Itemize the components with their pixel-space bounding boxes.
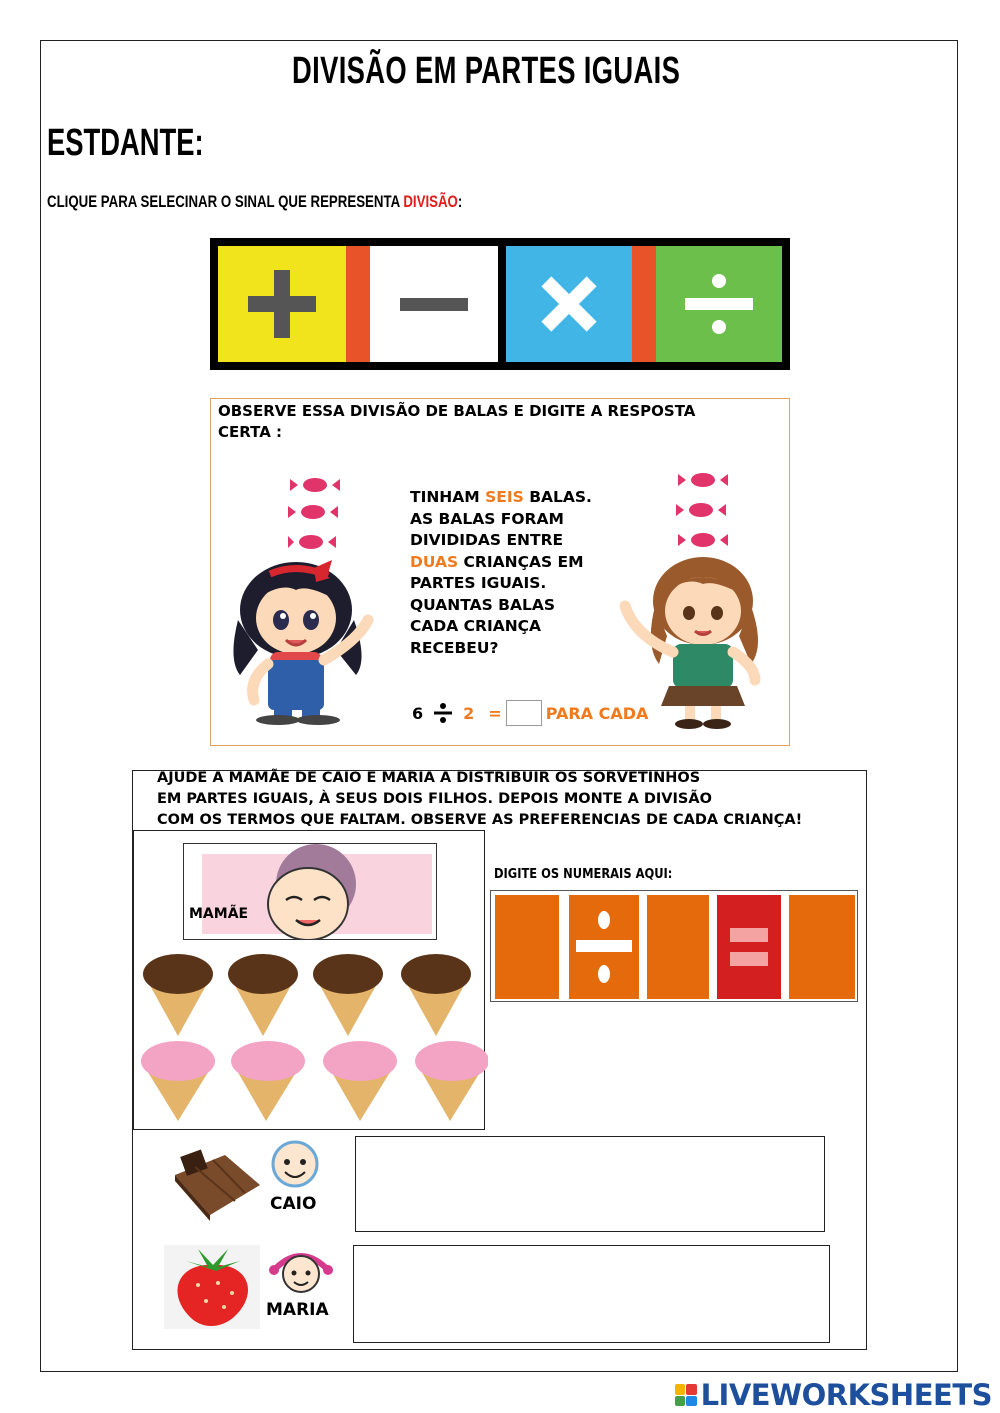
instruction-text: CLIQUE PARA SELECINAR O SINAL QUE REPRESENTA (47, 192, 404, 211)
times-sign-button[interactable] (506, 246, 632, 362)
story-line: PARTES IGUAIS. (410, 574, 547, 592)
minus-sign-button[interactable] (370, 246, 498, 362)
chocolate-cones (140, 948, 480, 1040)
candy-icon (288, 470, 340, 560)
brand-logo (675, 1378, 992, 1412)
strawberry-cones (138, 1037, 488, 1125)
separator (346, 246, 370, 362)
divisor: 2 (463, 703, 475, 723)
strawberry-cone-icon (231, 1041, 305, 1121)
digit-label: DIGITE OS NUMERAIS AQUI: (494, 866, 673, 882)
divisor-cell[interactable] (647, 895, 709, 999)
caio-answer-input[interactable] (356, 1137, 824, 1231)
story-line: TINHAM SEIS BALAS. (410, 488, 592, 506)
divisor-input[interactable] (647, 895, 713, 1001)
story-line: RECEBEU? (410, 638, 499, 657)
quotient-cell[interactable] (789, 895, 855, 999)
dividend-input[interactable] (495, 895, 563, 1001)
equals-sign: = (488, 703, 502, 723)
candy-icon (676, 465, 728, 555)
strawberry-cone-icon (323, 1041, 397, 1121)
chocolate-bar-icon (165, 1145, 265, 1223)
girl-illustration (218, 560, 378, 725)
equals-cell (717, 895, 781, 999)
divide-cell (569, 895, 639, 999)
minus-icon (394, 264, 474, 344)
divide-icon (574, 902, 634, 992)
chocolate-cone-icon (143, 954, 213, 1036)
strawberry-icon (168, 1245, 258, 1329)
candy-question (218, 401, 763, 443)
quotient-input[interactable] (789, 895, 859, 1001)
brand-text: LIVEWORKSHEETS (700, 1378, 992, 1412)
divide-icon (433, 702, 453, 724)
sign-choices (210, 238, 790, 370)
chocolate-cone-icon (401, 954, 471, 1036)
strawberry-cone-icon (141, 1041, 215, 1121)
strawberry-cone-icon (415, 1041, 488, 1121)
instruction-suffix: : (457, 192, 463, 211)
question-line: OBSERVE ESSA DIVISÃO DE BALAS E DIGITE A RESPOSTA (218, 402, 696, 420)
story-line: AS BALAS FORAM (410, 509, 564, 528)
maria-answer-field[interactable] (353, 1245, 830, 1343)
page-title: DIVISÃO EM PARTES IGUAIS (292, 50, 681, 92)
highlight-six: SEIS (485, 488, 524, 506)
maria-label: MARIA (266, 1300, 329, 1320)
dividend: 6 (412, 703, 424, 723)
separator (632, 246, 656, 362)
boy-avatar-icon (265, 1140, 325, 1194)
sign-instruction (47, 192, 462, 212)
brand-mark-icon (675, 1384, 697, 1406)
instruction-highlight: DIVISÃO (403, 192, 458, 211)
times-icon (529, 264, 609, 344)
question-line: EM PARTES IGUAIS, À SEUS DOIS FILHOS. DEPOIS MONTE A DIVISÃO (157, 791, 712, 807)
maria-answer-input[interactable] (354, 1246, 829, 1342)
plus-sign-button[interactable] (218, 246, 346, 362)
division-builder (490, 890, 858, 1002)
mom-card (183, 843, 437, 940)
divide-sign-button[interactable] (656, 246, 782, 362)
story-line: DIVIDIDAS ENTRE (410, 531, 564, 549)
answer-suffix: PARA CADA (545, 703, 649, 723)
question-line: CERTA : (218, 423, 283, 441)
highlight-two: DUAS (410, 552, 459, 571)
candy-equation (412, 700, 648, 726)
story-line: CADA CRIANÇA (410, 617, 542, 635)
dividend-cell[interactable] (495, 895, 559, 999)
mom-face-icon (256, 843, 374, 940)
story-line: DUAS CRIANÇAS EM (410, 552, 584, 571)
divide-icon (679, 264, 759, 344)
story-line: QUANTAS BALAS (410, 595, 556, 614)
ice-cream-question (157, 768, 802, 831)
girl-avatar-icon (266, 1248, 336, 1300)
caio-label: CAIO (270, 1194, 317, 1214)
candy-story (410, 487, 592, 659)
question-line: AJUDE A MAMÃE DE CAIO E MARIA A DISTRIBUIR OS SORVETINHOS (157, 770, 701, 786)
plus-icon (242, 264, 322, 344)
question-line: COM OS TERMOS QUE FALTAM. OBSERVE AS PREFERENCIAS DE CADA CRIANÇA! (157, 812, 803, 828)
student-label: ESTDANTE: (47, 122, 204, 164)
caio-answer-field[interactable] (355, 1136, 825, 1232)
chocolate-cone-icon (313, 954, 383, 1036)
chocolate-cone-icon (228, 954, 298, 1036)
mom-label: MAMÃE (189, 906, 249, 922)
selection-border (498, 238, 506, 370)
candy-answer-input[interactable] (506, 700, 542, 726)
equals-icon (729, 922, 769, 972)
